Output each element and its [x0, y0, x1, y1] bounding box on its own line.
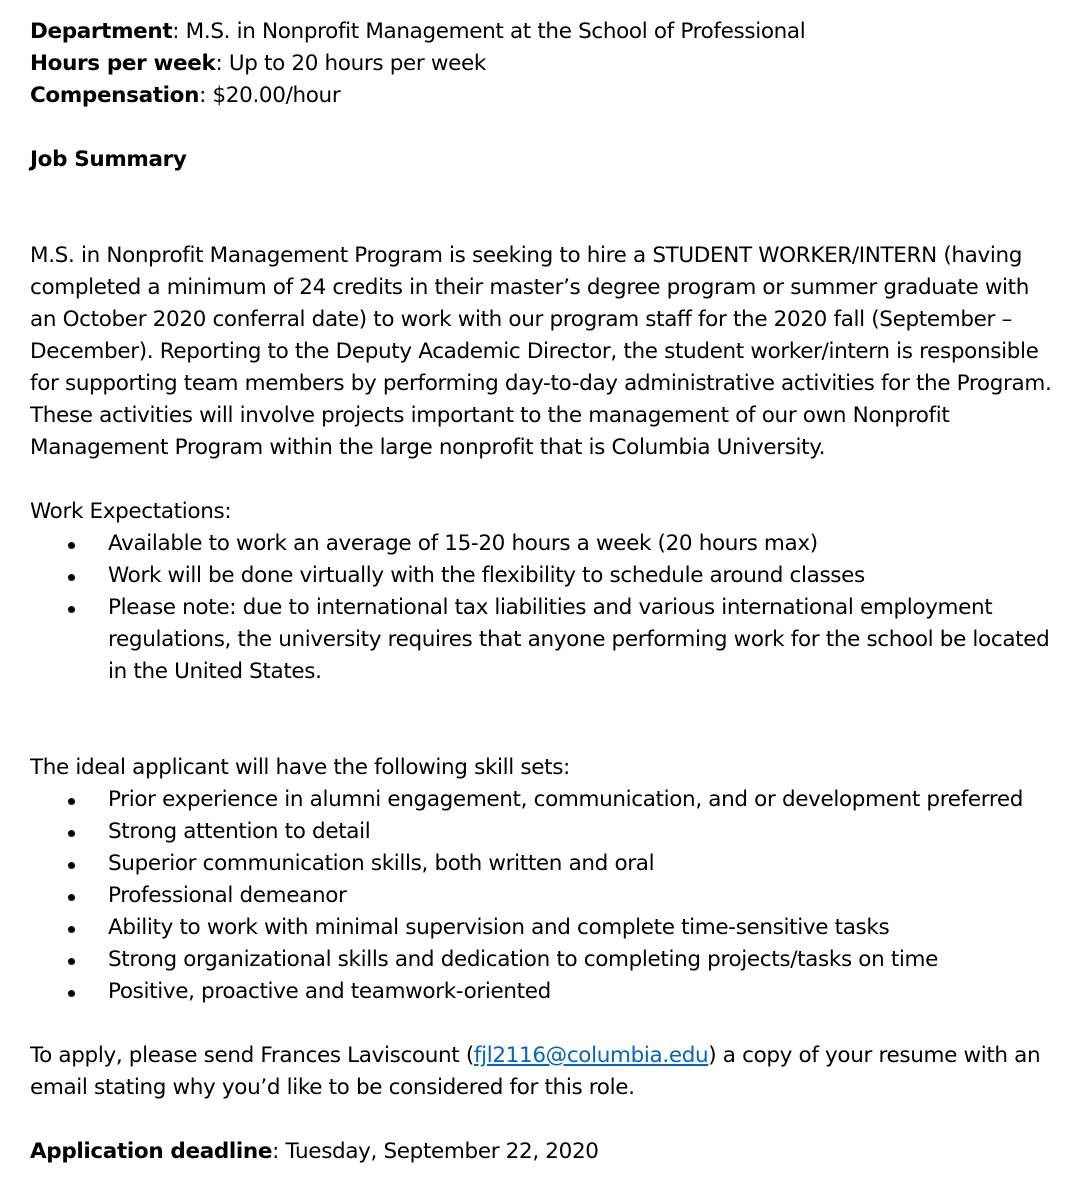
- spacer: [30, 176, 1060, 240]
- list-item: [30, 848, 1060, 880]
- bullet-icon: [68, 926, 75, 933]
- bullet-icon: [68, 830, 75, 837]
- list-item-text: Strong attention to detail: [108, 819, 371, 844]
- list-item-text: Ability to work with minimal supervision and complete time-sensitive tasks: [108, 915, 890, 940]
- list-item-text: Available to work an average of 15-20 hours a week (20 hours max): [108, 531, 818, 556]
- bullet-icon: [68, 894, 75, 901]
- hours-value: Up to 20 hours per week: [228, 51, 486, 76]
- bullet-icon: [68, 862, 75, 869]
- list-item: [30, 784, 1060, 816]
- bullet-icon: [68, 606, 75, 613]
- bullet-icon: [68, 574, 75, 581]
- hours-label: Hours per week: [30, 51, 216, 76]
- deadline-label: Application deadline: [30, 1139, 273, 1164]
- compensation-value: $20.00/hour: [212, 83, 341, 108]
- job-posting-document: [30, 16, 1060, 1168]
- department-value: M.S. in Nonprofit Management at the School of Professional: [185, 19, 806, 44]
- spacer: [30, 688, 1060, 752]
- list-item-text: Superior communication skills, both written and oral: [108, 851, 655, 876]
- spacer: [30, 1008, 1060, 1040]
- department-field: Department: M.S. in Nonprofit Management at the School of Professional: [30, 19, 806, 44]
- summary-paragraph: M.S. in Nonprofit Management Program is seeking to hire a STUDENT WORKER/INTERN (having completed a minimum of 24 credits in their master’s degree program or summer graduate with an October 2020 conferral date) to work with our program staff for the 2020 fall (September – December). Reporting to the Deputy Academic Director, the student worker/intern is responsible for supporting team members by performing day-to-day administrative activities for the Program. These activities will involve projects important to the management of our own Nonprofit Management Program within the large nonprofit that is Columbia University.: [30, 243, 1052, 460]
- list-item: [30, 816, 1060, 848]
- work-expectations-list: [30, 528, 1060, 688]
- list-item: [30, 592, 1060, 688]
- bullet-icon: [68, 798, 75, 805]
- compensation-label: Compensation: [30, 83, 200, 108]
- hours-field: Hours per week: Up to 20 hours per week: [30, 51, 486, 76]
- list-item-text: Please note: due to international tax liabilities and various international employment regulations, the university requires that anyone performing work for the school be located in the United States.: [108, 595, 1050, 684]
- list-item-text: Positive, proactive and teamwork-oriented: [108, 979, 551, 1004]
- list-item: [30, 528, 1060, 560]
- apply-text-before: To apply, please send Frances Laviscount (: [30, 1043, 474, 1068]
- list-item-text: Strong organizational skills and dedication to completing projects/tasks on time: [108, 947, 939, 972]
- deadline-field: Application deadline: Tuesday, September 22, 2020: [30, 1139, 599, 1164]
- compensation-field: Compensation: $20.00/hour: [30, 83, 341, 108]
- list-item: [30, 944, 1060, 976]
- list-item-text: Work will be done virtually with the flexibility to schedule around classes: [108, 563, 865, 588]
- list-item: [30, 976, 1060, 1008]
- spacer: [30, 464, 1060, 496]
- apply-paragraph: [30, 1040, 1060, 1104]
- job-summary-heading: Job Summary: [30, 147, 187, 172]
- department-label: Department: [30, 19, 173, 44]
- skills-list: [30, 784, 1060, 1008]
- spacer: [30, 1104, 1060, 1136]
- list-item: [30, 560, 1060, 592]
- work-expectations-heading: Work Expectations:: [30, 499, 232, 524]
- contact-email-link[interactable]: fjl2116@columbia.edu: [473, 1043, 709, 1068]
- skills-heading: The ideal applicant will have the following skill sets:: [30, 755, 570, 780]
- apply-text-after: ) a copy of your resume with an email stating why you’d like to be considered for this role.: [30, 1043, 1041, 1100]
- spacer: [30, 112, 1060, 144]
- list-item-text: Prior experience in alumni engagement, communication, and or development preferred: [108, 787, 1024, 812]
- list-item: [30, 880, 1060, 912]
- bullet-icon: [68, 990, 75, 997]
- list-item: [30, 912, 1060, 944]
- bullet-icon: [68, 542, 75, 549]
- deadline-value: Tuesday, September 22, 2020: [285, 1139, 599, 1164]
- bullet-icon: [68, 958, 75, 965]
- list-item-text: Professional demeanor: [108, 883, 347, 908]
